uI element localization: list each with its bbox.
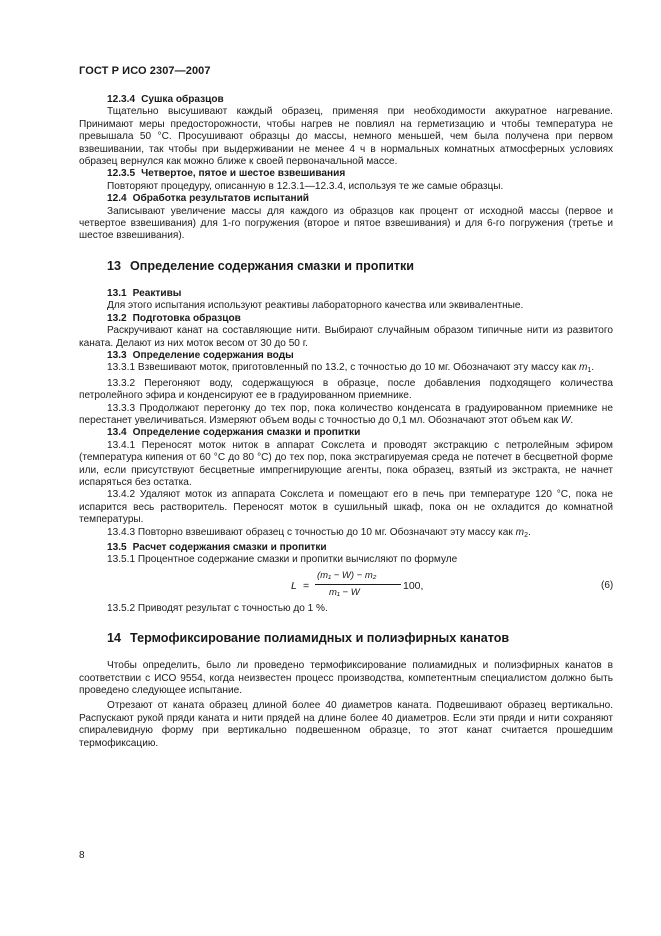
subsection-heading: 13.4 Определение содержания смазки и пропитки — [107, 427, 361, 439]
formula-numerator: (m₁ − W) − m₂ — [317, 569, 377, 581]
paragraph: Записывают увеличение массы для каждого из образцов как процент от исходной массы (первое и четвертое взвешивания) для 1-го погружения (второе и пятое взвешивания) и для 6-го погружения (третье и шестое взвешивания). — [79, 205, 613, 242]
paragraph: Повторяют процедуру, описанную в 12.3.1—12.3.4, используя те же самые образцы. — [107, 180, 504, 192]
page-number: 8 — [79, 850, 85, 861]
paragraph: 13.4.3 Повторно взвешивают образец с точностью до 10 мг. Обозначают эту массу как $m_2$. — [107, 526, 531, 539]
page-content — [79, 94, 613, 750]
paragraph: 13.4.1 Переносят моток ниток в аппарат Сокслета и проводят экстракцию с петролейным эфиром (температура кипения от 60 °С до 80 °С) до тех пор, пока экстрагируемая среда не потечет в бесцветной форме или, если присутствуют бесцветные импрегнирующие агенты, пока образец, взятый из экстракта, не начнет испаряться без остатка. — [79, 439, 613, 488]
paragraph: 13.5.1 Процентное содержание смазки и пропитки вычисляют по формуле — [107, 554, 458, 566]
section-heading: 14 Термофиксирование полиамидных и полиэфирных канатов — [107, 631, 510, 646]
subsection-heading: 12.3.4 Сушка образцов — [107, 94, 224, 105]
subsection-heading: 13.2 Подготовка образцов — [107, 312, 241, 324]
paragraph: Для этого испытания используют реактивы лабораторного качества или эквивалентные. — [107, 300, 524, 312]
paragraph: 13.3.1 Взвешивают моток, приготовленный по 13.2, с точностью до 10 мг. Обозначают эту массу как $m_1$. — [107, 362, 595, 375]
subsection-heading: 13.3 Определение содержания воды — [107, 349, 294, 361]
formula-multiplier: 100, — [403, 579, 424, 592]
subsection-heading: 12.4 Обработка результатов испытаний — [107, 193, 309, 205]
paragraph: Тщательно высушивают каждый образец, применяя при необходимости аккуратное нагревание. Принимают меры предосторожности, чтобы нагрев не повлиял на герметизацию и чтобы температура не превышала 50 °С. Просушивают образцы до массы, немного меньшей, чем была получена при первом взвешивании, так чтобы при выдерживании не менее 4 ч в нормальных комнатных атмосферных условиях образец вернулся как можно ближе к своей первоначальной массе. — [79, 106, 613, 168]
formula-block — [79, 569, 613, 603]
formula-number: (6) — [601, 579, 614, 591]
subsection-heading: 13.5 Расчет содержания смазки и пропитки — [107, 542, 327, 553]
paragraph: 13.3.3 Продолжают перегонку до тех пор, пока количество конденсата в градуированном приемнике не перестанет увеличиваться. Измеряют объем воды с точностью до 0,1 мл. Обозначают этот объем как W. — [79, 402, 613, 426]
formula-lhs: L — [291, 579, 297, 592]
standard-header: ГОСТ Р ИСО 2307—2007 — [79, 65, 211, 77]
paragraph: Раскручивают канат на составляющие нити. Выбирают случайным образом типичные нити из развитого каната. Делают из них моток весом от 30 до 50 г. — [79, 325, 613, 349]
subsection-heading: 13.1 Реактивы — [107, 287, 182, 299]
section-heading: 13 Определение содержания смазки и пропитки — [107, 258, 415, 273]
paragraph: Чтобы определить, было ли проведено термофиксирование полиамидных и полиэфирных канатов в соответствии с ИСО 9554, когда неизвестен процесс производства, компетентным специалистом должно быть проведено следующее испытание. — [79, 660, 613, 697]
formula-equals: = — [303, 579, 310, 592]
paragraph: 13.4.2 Удаляют моток из аппарата Сокслета и помещают его в печь при температуре 120 °С, пока не испарится весь растворитель. Переносят моток в сушильный шкаф, пока он не охладится до комнатной температуры. — [79, 489, 613, 526]
fraction-bar — [315, 584, 401, 585]
paragraph: 13.5.2 Приводят результат с точностью до 1 %. — [107, 602, 328, 614]
paragraph: 13.3.2 Перегоняют воду, содержащуюся в образце, после добавления подходящего количества петролейного эфира и конденсируют ее в градуированном приемнике. — [79, 377, 613, 402]
paragraph: Отрезают от каната образец длиной более 40 диаметров каната. Подвешивают образец вертикально. Распускают рукой пряди каната и нити прядей на длине более 40 диаметров. Если эти пряди и нити сохраняют спиралевидную форму при вертикально подвешенном образце, то этот канат считается прошедшим термофиксацию. — [79, 700, 613, 749]
subsection-heading: 12.3.5 Четвертое, пятое и шестое взвешивания — [107, 168, 346, 180]
formula-denominator: m₁ − W — [329, 586, 360, 598]
